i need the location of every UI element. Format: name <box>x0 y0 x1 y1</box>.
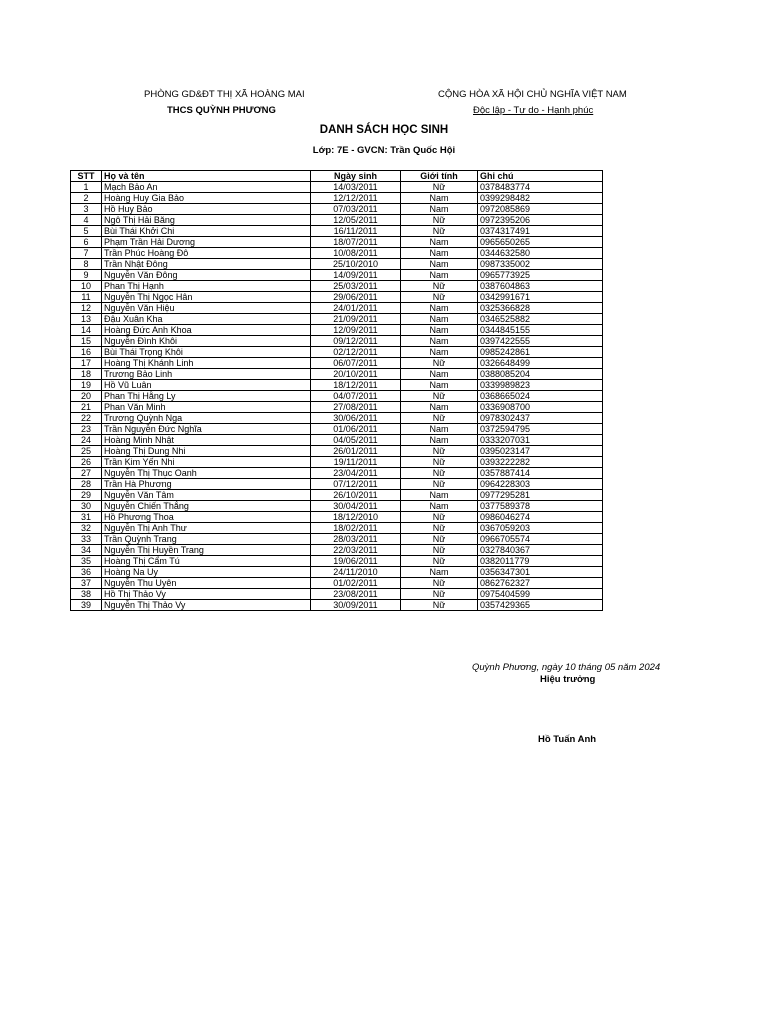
cell-dob: 23/04/2011 <box>311 468 401 479</box>
cell-gender: Nam <box>401 270 478 281</box>
cell-stt: 34 <box>71 545 102 556</box>
table-body <box>71 182 603 611</box>
table-row <box>71 534 603 545</box>
cell-dob: 25/10/2010 <box>311 259 401 270</box>
cell-gender: Nam <box>401 237 478 248</box>
cell-note: 0378483774 <box>478 182 603 193</box>
cell-gender: Nam <box>401 424 478 435</box>
cell-name: Nguyễn Thị Thảo Vy <box>102 600 311 611</box>
cell-name: Hồ Phương Thoa <box>102 512 311 523</box>
cell-gender: Nữ <box>401 468 478 479</box>
cell-stt: 3 <box>71 204 102 215</box>
col-header-stt: STT <box>71 171 102 182</box>
table-row <box>71 600 603 611</box>
cell-dob: 06/07/2011 <box>311 358 401 369</box>
cell-stt: 18 <box>71 369 102 380</box>
cell-gender: Nam <box>401 193 478 204</box>
table-row <box>71 347 603 358</box>
table-row <box>71 358 603 369</box>
cell-dob: 04/07/2011 <box>311 391 401 402</box>
table-row <box>71 193 603 204</box>
cell-dob: 18/07/2011 <box>311 237 401 248</box>
cell-gender: Nữ <box>401 226 478 237</box>
cell-stt: 37 <box>71 578 102 589</box>
cell-gender: Nữ <box>401 545 478 556</box>
table-row <box>71 578 603 589</box>
cell-name: Nguyễn Chiến Thắng <box>102 501 311 512</box>
cell-gender: Nữ <box>401 600 478 611</box>
cell-note: 0382011779 <box>478 556 603 567</box>
cell-gender: Nam <box>401 380 478 391</box>
cell-gender: Nữ <box>401 281 478 292</box>
cell-gender: Nữ <box>401 556 478 567</box>
table-row <box>71 336 603 347</box>
principal-title: Hiệu trưởng <box>540 674 596 685</box>
cell-name: Bùi Thái Khởi Chi <box>102 226 311 237</box>
cell-stt: 31 <box>71 512 102 523</box>
cell-stt: 14 <box>71 325 102 336</box>
cell-note: 0964228303 <box>478 479 603 490</box>
cell-note: 0367059203 <box>478 523 603 534</box>
cell-gender: Nữ <box>401 523 478 534</box>
cell-note: 0985242861 <box>478 347 603 358</box>
cell-name: Phan Thị Hạnh <box>102 281 311 292</box>
cell-name: Nguyễn Văn Hiệu <box>102 303 311 314</box>
cell-note: 0986046274 <box>478 512 603 523</box>
cell-note: 0972395206 <box>478 215 603 226</box>
cell-gender: Nam <box>401 435 478 446</box>
cell-gender: Nữ <box>401 512 478 523</box>
cell-gender: Nữ <box>401 358 478 369</box>
cell-dob: 27/08/2011 <box>311 402 401 413</box>
table-row <box>71 589 603 600</box>
table-row <box>71 204 603 215</box>
cell-stt: 24 <box>71 435 102 446</box>
cell-stt: 36 <box>71 567 102 578</box>
cell-name: Nguyễn Thu Uyên <box>102 578 311 589</box>
cell-gender: Nữ <box>401 292 478 303</box>
national-motto: Độc lập - Tự do - Hạnh phúc <box>473 105 594 116</box>
cell-note: 0336908700 <box>478 402 603 413</box>
table-row <box>71 270 603 281</box>
cell-name: Hoàng Huy Gia Bảo <box>102 193 311 204</box>
cell-gender: Nam <box>401 259 478 270</box>
table-row <box>71 556 603 567</box>
table-row <box>71 446 603 457</box>
cell-note: 0325366828 <box>478 303 603 314</box>
cell-dob: 24/11/2010 <box>311 567 401 578</box>
cell-dob: 18/02/2011 <box>311 523 401 534</box>
cell-stt: 1 <box>71 182 102 193</box>
cell-gender: Nam <box>401 204 478 215</box>
cell-stt: 22 <box>71 413 102 424</box>
table-row <box>71 468 603 479</box>
cell-dob: 18/12/2010 <box>311 512 401 523</box>
document-title: DANH SÁCH HỌC SINH <box>319 124 449 136</box>
table-row <box>71 391 603 402</box>
cell-note: 0975404599 <box>478 589 603 600</box>
cell-stt: 8 <box>71 259 102 270</box>
cell-name: Phan Thị Hằng Ly <box>102 391 311 402</box>
cell-dob: 18/12/2011 <box>311 380 401 391</box>
principal-name: Hồ Tuấn Anh <box>538 734 597 745</box>
cell-dob: 07/12/2011 <box>311 479 401 490</box>
cell-note: 0399298482 <box>478 193 603 204</box>
cell-gender: Nữ <box>401 578 478 589</box>
cell-gender: Nam <box>401 248 478 259</box>
table-row <box>71 490 603 501</box>
table-row <box>71 259 603 270</box>
cell-name: Trần Nguyễn Đức Nghĩa <box>102 424 311 435</box>
cell-name: Nguyễn Văn Tâm <box>102 490 311 501</box>
table-row <box>71 292 603 303</box>
table-row <box>71 424 603 435</box>
cell-dob: 01/02/2011 <box>311 578 401 589</box>
school-name: THCS QUỲNH PHƯƠNG <box>167 105 276 116</box>
cell-name: Nguyễn Văn Đông <box>102 270 311 281</box>
cell-note: 0357429365 <box>478 600 603 611</box>
cell-name: Trần Quỳnh Trang <box>102 534 311 545</box>
cell-note: 0327840367 <box>478 545 603 556</box>
table-row <box>71 281 603 292</box>
cell-dob: 30/04/2011 <box>311 501 401 512</box>
cell-name: Phạm Trần Hải Dương <box>102 237 311 248</box>
cell-dob: 26/10/2011 <box>311 490 401 501</box>
cell-name: Nguyễn Thị Anh Thư <box>102 523 311 534</box>
cell-name: Hoàng Na Uy <box>102 567 311 578</box>
table-row <box>71 512 603 523</box>
cell-dob: 12/09/2011 <box>311 325 401 336</box>
cell-stt: 12 <box>71 303 102 314</box>
cell-stt: 5 <box>71 226 102 237</box>
cell-note: 0978302437 <box>478 413 603 424</box>
cell-dob: 21/09/2011 <box>311 314 401 325</box>
table-header-row <box>71 171 603 182</box>
cell-name: Bùi Thái Trọng Khôi <box>102 347 311 358</box>
cell-dob: 14/09/2011 <box>311 270 401 281</box>
cell-gender: Nam <box>401 490 478 501</box>
cell-note: 0346525882 <box>478 314 603 325</box>
cell-stt: 16 <box>71 347 102 358</box>
cell-name: Hồ Thị Thảo Vy <box>102 589 311 600</box>
col-header-dob: Ngày sinh <box>311 171 401 182</box>
table-row <box>71 402 603 413</box>
cell-stt: 10 <box>71 281 102 292</box>
cell-note: 0965773925 <box>478 270 603 281</box>
cell-stt: 21 <box>71 402 102 413</box>
cell-gender: Nam <box>401 347 478 358</box>
cell-stt: 20 <box>71 391 102 402</box>
cell-gender: Nam <box>401 402 478 413</box>
cell-stt: 6 <box>71 237 102 248</box>
cell-name: Ngô Thị Hải Băng <box>102 215 311 226</box>
student-table <box>70 170 603 611</box>
cell-note: 0342991671 <box>478 292 603 303</box>
cell-dob: 24/01/2011 <box>311 303 401 314</box>
cell-name: Hoàng Thị Dung Nhi <box>102 446 311 457</box>
table-row <box>71 545 603 556</box>
cell-name: Nguyễn Đình Khôi <box>102 336 311 347</box>
cell-stt: 30 <box>71 501 102 512</box>
cell-dob: 07/03/2011 <box>311 204 401 215</box>
cell-dob: 23/08/2011 <box>311 589 401 600</box>
cell-stt: 27 <box>71 468 102 479</box>
table-row <box>71 369 603 380</box>
cell-dob: 12/12/2011 <box>311 193 401 204</box>
cell-note: 0368665024 <box>478 391 603 402</box>
cell-dob: 19/11/2011 <box>311 457 401 468</box>
cell-dob: 29/06/2011 <box>311 292 401 303</box>
table-row <box>71 413 603 424</box>
cell-dob: 30/06/2011 <box>311 413 401 424</box>
cell-note: 0374317491 <box>478 226 603 237</box>
cell-name: Đậu Xuân Kha <box>102 314 311 325</box>
cell-dob: 20/10/2011 <box>311 369 401 380</box>
cell-name: Hoàng Thị Khánh Linh <box>102 358 311 369</box>
cell-dob: 28/03/2011 <box>311 534 401 545</box>
cell-name: Trần Kim Yến Nhi <box>102 457 311 468</box>
col-header-name: Họ và tên <box>102 171 311 182</box>
cell-stt: 33 <box>71 534 102 545</box>
cell-note: 0862762327 <box>478 578 603 589</box>
cell-stt: 13 <box>71 314 102 325</box>
table-row <box>71 501 603 512</box>
table-row <box>71 182 603 193</box>
table-row <box>71 380 603 391</box>
table-row <box>71 303 603 314</box>
cell-note: 0965650265 <box>478 237 603 248</box>
cell-dob: 02/12/2011 <box>311 347 401 358</box>
cell-gender: Nam <box>401 325 478 336</box>
table-row <box>71 523 603 534</box>
cell-gender: Nữ <box>401 215 478 226</box>
table-row <box>71 215 603 226</box>
cell-stt: 19 <box>71 380 102 391</box>
cell-note: 0344845155 <box>478 325 603 336</box>
cell-stt: 11 <box>71 292 102 303</box>
cell-stt: 17 <box>71 358 102 369</box>
cell-note: 0966705574 <box>478 534 603 545</box>
cell-stt: 28 <box>71 479 102 490</box>
cell-gender: Nam <box>401 501 478 512</box>
cell-name: Hồ Vũ Luân <box>102 380 311 391</box>
cell-gender: Nữ <box>401 479 478 490</box>
cell-dob: 25/03/2011 <box>311 281 401 292</box>
cell-name: Hoàng Thị Cẩm Tú <box>102 556 311 567</box>
cell-note: 0387604863 <box>478 281 603 292</box>
cell-name: Trần Nhật Đông <box>102 259 311 270</box>
cell-note: 0339989823 <box>478 380 603 391</box>
cell-gender: Nữ <box>401 457 478 468</box>
cell-stt: 7 <box>71 248 102 259</box>
cell-name: Trương Quỳnh Nga <box>102 413 311 424</box>
cell-gender: Nữ <box>401 589 478 600</box>
cell-name: Mạch Bảo An <box>102 182 311 193</box>
cell-stt: 38 <box>71 589 102 600</box>
cell-note: 0393222282 <box>478 457 603 468</box>
cell-stt: 4 <box>71 215 102 226</box>
cell-name: Nguyễn Thị Thục Oanh <box>102 468 311 479</box>
cell-gender: Nam <box>401 369 478 380</box>
table-row <box>71 314 603 325</box>
cell-dob: 14/03/2011 <box>311 182 401 193</box>
cell-stt: 35 <box>71 556 102 567</box>
cell-note: 0977295281 <box>478 490 603 501</box>
cell-note: 0344632580 <box>478 248 603 259</box>
cell-name: Trần Phúc Hoàng Đô <box>102 248 311 259</box>
cell-note: 0388085204 <box>478 369 603 380</box>
cell-stt: 26 <box>71 457 102 468</box>
department-name: PHÒNG GD&ĐT THỊ XÃ HOÀNG MAI <box>144 89 305 100</box>
cell-dob: 10/08/2011 <box>311 248 401 259</box>
cell-gender: Nữ <box>401 446 478 457</box>
cell-name: Trần Hà Phương <box>102 479 311 490</box>
cell-note: 0326648499 <box>478 358 603 369</box>
cell-gender: Nam <box>401 336 478 347</box>
cell-note: 0377589378 <box>478 501 603 512</box>
national-title: CỘNG HÒA XÃ HỘI CHỦ NGHĨA VIỆT NAM <box>438 89 627 100</box>
cell-name: Trương Bảo Linh <box>102 369 311 380</box>
cell-note: 0972085869 <box>478 204 603 215</box>
cell-name: Hồ Huy Bảo <box>102 204 311 215</box>
cell-dob: 19/06/2011 <box>311 556 401 567</box>
cell-stt: 23 <box>71 424 102 435</box>
table-row <box>71 479 603 490</box>
cell-gender: Nữ <box>401 413 478 424</box>
cell-gender: Nam <box>401 567 478 578</box>
cell-dob: 22/03/2011 <box>311 545 401 556</box>
cell-stt: 29 <box>71 490 102 501</box>
cell-name: Nguyễn Thị Huyền Trang <box>102 545 311 556</box>
cell-gender: Nữ <box>401 534 478 545</box>
table-row <box>71 457 603 468</box>
cell-dob: 09/12/2011 <box>311 336 401 347</box>
cell-note: 0356347301 <box>478 567 603 578</box>
cell-dob: 12/05/2011 <box>311 215 401 226</box>
col-header-note: Ghi chú <box>478 171 603 182</box>
cell-gender: Nam <box>401 303 478 314</box>
table-row <box>71 248 603 259</box>
cell-note: 0357887414 <box>478 468 603 479</box>
table-row <box>71 567 603 578</box>
table-row <box>71 237 603 248</box>
cell-gender: Nữ <box>401 182 478 193</box>
cell-stt: 25 <box>71 446 102 457</box>
cell-note: 0987335002 <box>478 259 603 270</box>
col-header-gender: Giới tính <box>401 171 478 182</box>
cell-note: 0372594795 <box>478 424 603 435</box>
cell-stt: 15 <box>71 336 102 347</box>
cell-note: 0333207031 <box>478 435 603 446</box>
cell-note: 0397422555 <box>478 336 603 347</box>
cell-stt: 32 <box>71 523 102 534</box>
cell-gender: Nam <box>401 314 478 325</box>
cell-stt: 2 <box>71 193 102 204</box>
cell-dob: 04/05/2011 <box>311 435 401 446</box>
cell-dob: 16/11/2011 <box>311 226 401 237</box>
cell-dob: 30/09/2011 <box>311 600 401 611</box>
cell-name: Phan Văn Minh <box>102 402 311 413</box>
cell-note: 0395023147 <box>478 446 603 457</box>
cell-stt: 9 <box>71 270 102 281</box>
cell-name: Hoàng Minh Nhật <box>102 435 311 446</box>
cell-stt: 39 <box>71 600 102 611</box>
table-row <box>71 325 603 336</box>
cell-dob: 26/01/2011 <box>311 446 401 457</box>
cell-name: Hoàng Đức Anh Khoa <box>102 325 311 336</box>
cell-gender: Nữ <box>401 391 478 402</box>
class-subtitle: Lớp: 7E - GVCN: Trần Quốc Hội <box>312 145 456 156</box>
table-row <box>71 435 603 446</box>
cell-dob: 01/06/2011 <box>311 424 401 435</box>
table-row <box>71 226 603 237</box>
place-date: Quỳnh Phương, ngày 10 tháng 05 năm 2024 <box>472 662 661 673</box>
cell-name: Nguyễn Thị Ngọc Hân <box>102 292 311 303</box>
